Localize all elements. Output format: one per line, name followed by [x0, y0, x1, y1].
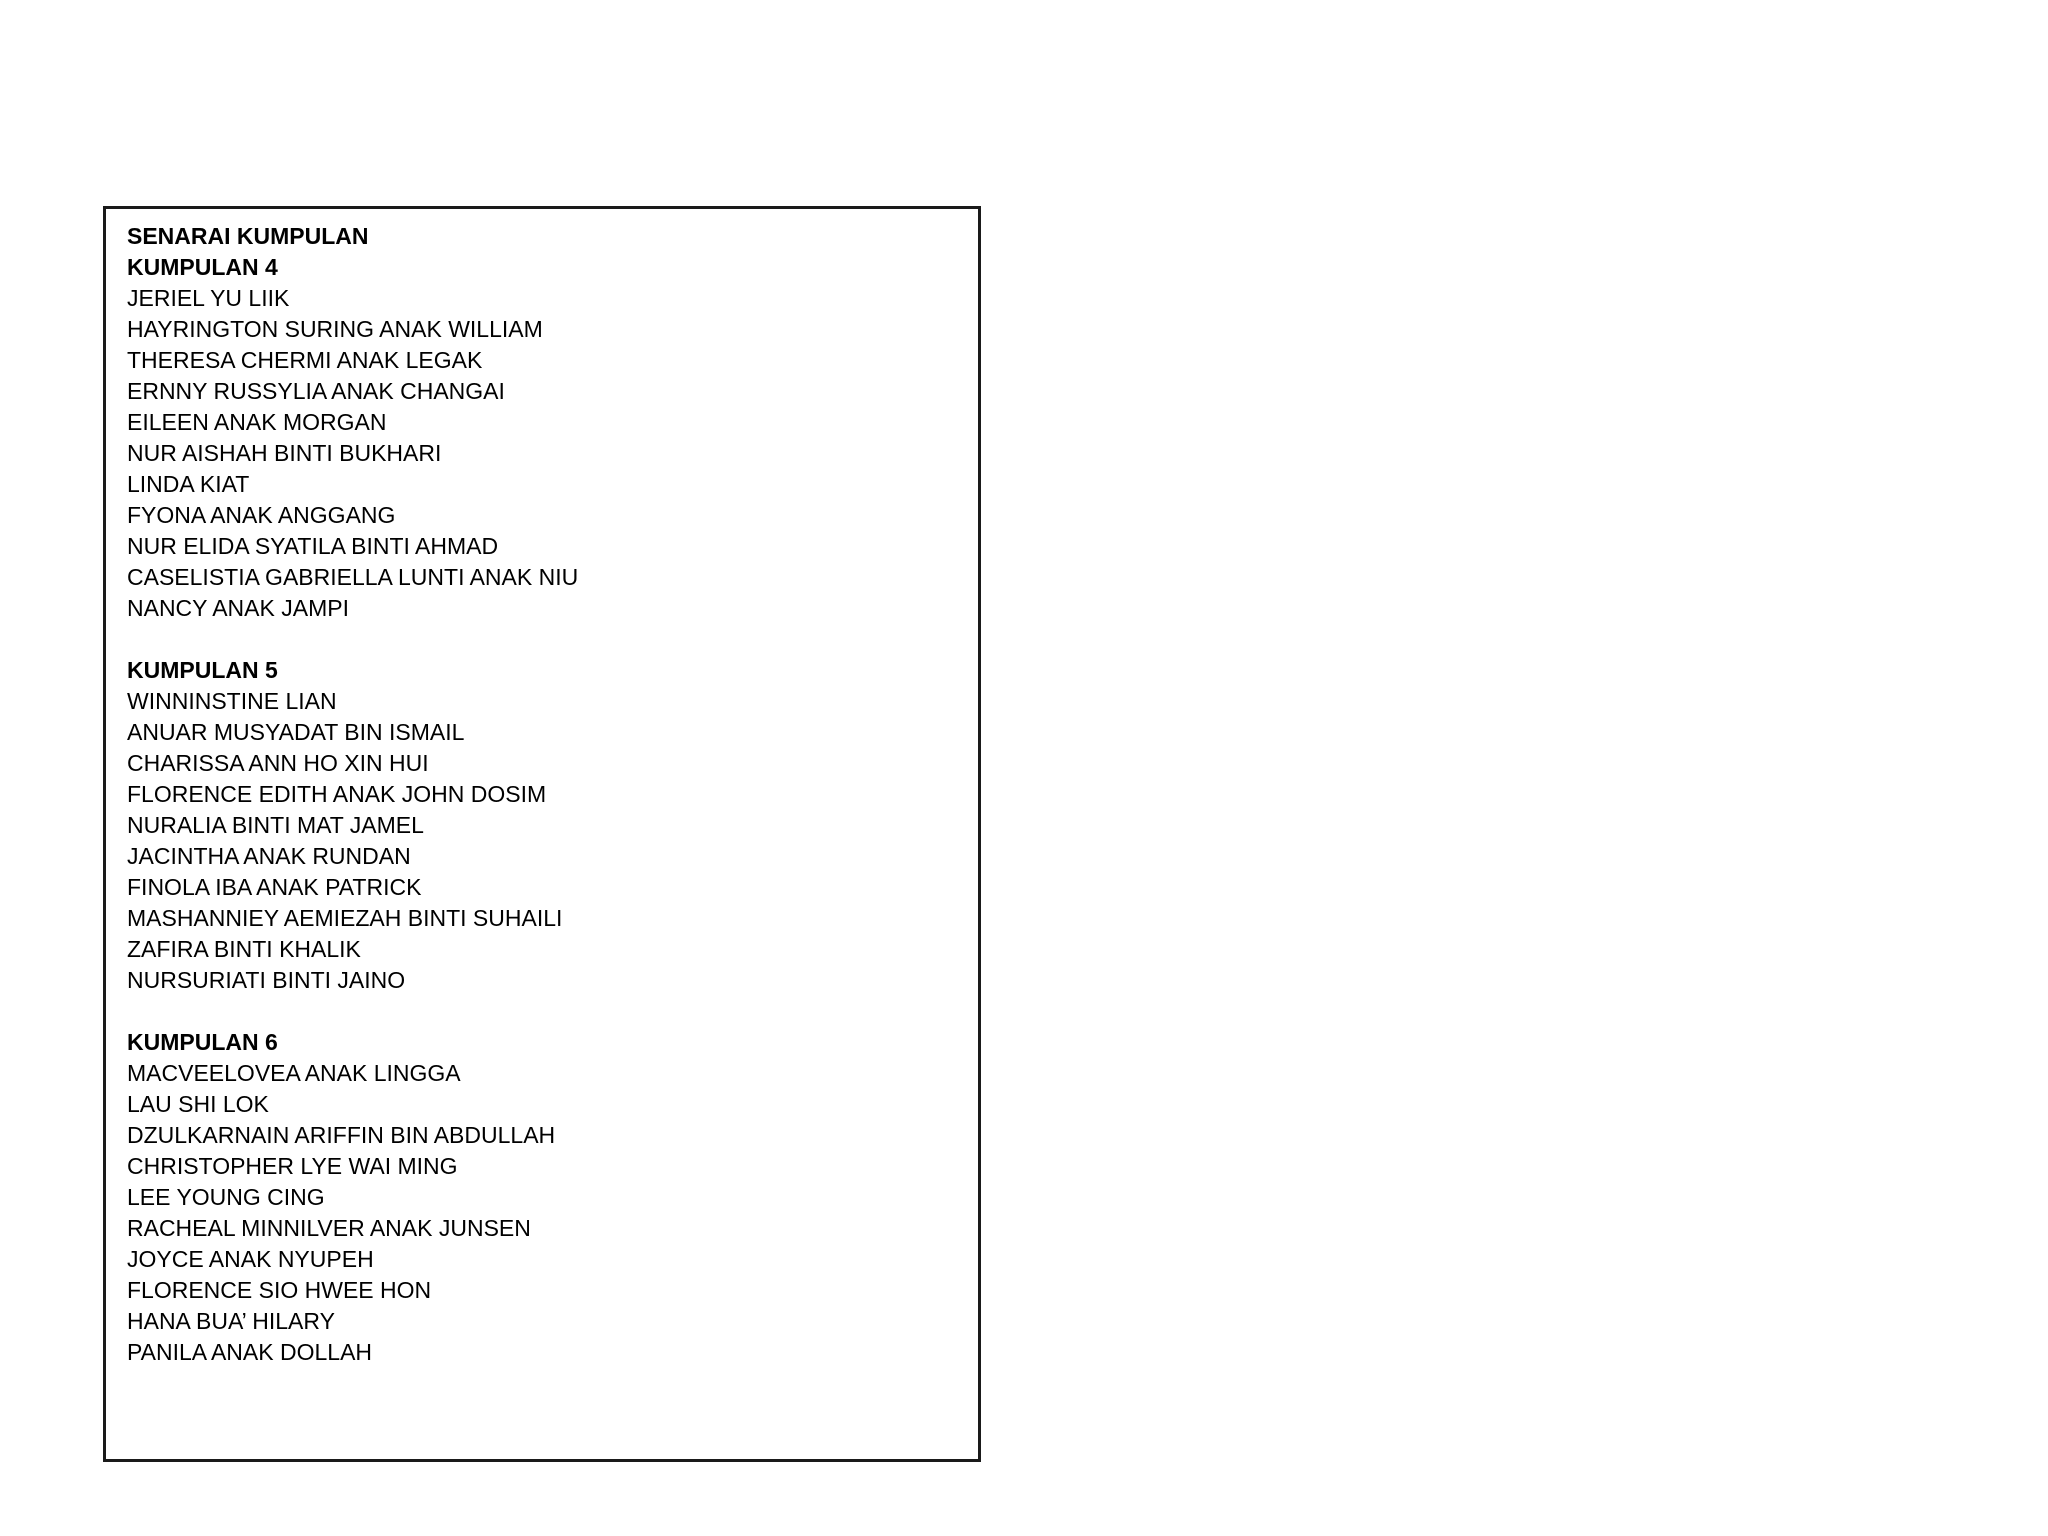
- list-item: THERESA CHERMI ANAK LEGAK: [127, 347, 483, 373]
- list-item: FINOLA IBA ANAK PATRICK: [127, 874, 422, 900]
- list-item: NURALIA BINTI MAT JAMEL: [127, 812, 424, 838]
- list-item: CASELISTIA GABRIELLA LUNTI ANAK NIU: [127, 564, 579, 590]
- list-item: MACVEELOVEA ANAK LINGGA: [127, 1060, 461, 1086]
- list-item: HANA BUA’ HILARY: [127, 1308, 335, 1334]
- group-heading: KUMPULAN 4: [127, 254, 278, 280]
- list-item: FLORENCE EDITH ANAK JOHN DOSIM: [127, 781, 547, 807]
- list-item: LEE YOUNG CING: [127, 1184, 325, 1210]
- group-5: [127, 655, 958, 996]
- list-item: JERIEL YU LIIK: [127, 285, 290, 311]
- list-item: MASHANNIEY AEMIEZAH BINTI SUHAILI: [127, 905, 563, 931]
- group-heading: KUMPULAN 5: [127, 657, 278, 683]
- list-item: NUR ELIDA SYATILA BINTI AHMAD: [127, 533, 499, 559]
- list-item: NANCY ANAK JAMPI: [127, 595, 349, 621]
- list-item: JOYCE ANAK NYUPEH: [127, 1246, 374, 1272]
- document-frame: [103, 206, 981, 1462]
- group-heading: KUMPULAN 6: [127, 1029, 278, 1055]
- list-item: RACHEAL MINNILVER ANAK JUNSEN: [127, 1215, 531, 1241]
- list-item: DZULKARNAIN ARIFFIN BIN ABDULLAH: [127, 1122, 556, 1148]
- list-item: ANUAR MUSYADAT BIN ISMAIL: [127, 719, 465, 745]
- list-item: FLORENCE SIO HWEE HON: [127, 1277, 432, 1303]
- list-item: NURSURIATI BINTI JAINO: [127, 967, 406, 993]
- list-item: JACINTHA ANAK RUNDAN: [127, 843, 411, 869]
- list-item: NUR AISHAH BINTI BUKHARI: [127, 440, 442, 466]
- list-item: CHRISTOPHER LYE WAI MING: [127, 1153, 458, 1179]
- list-item: LAU SHI LOK: [127, 1091, 269, 1117]
- group-6: [127, 1027, 958, 1368]
- list-item: ERNNY RUSSYLIA ANAK CHANGAI: [127, 378, 505, 404]
- document-content: [127, 221, 958, 1368]
- list-item: ZAFIRA BINTI KHALIK: [127, 936, 361, 962]
- list-item: WINNINSTINE LIAN: [127, 688, 337, 714]
- list-item: PANILA ANAK DOLLAH: [127, 1339, 373, 1365]
- list-item: CHARISSA ANN HO XIN HUI: [127, 750, 429, 776]
- list-item: LINDA KIAT: [127, 471, 250, 497]
- list-item: EILEEN ANAK MORGAN: [127, 409, 387, 435]
- group-4: [127, 252, 958, 624]
- document-title: SENARAI KUMPULAN: [127, 223, 369, 249]
- list-item: FYONA ANAK ANGGANG: [127, 502, 396, 528]
- list-item: HAYRINGTON SURING ANAK WILLIAM: [127, 316, 543, 342]
